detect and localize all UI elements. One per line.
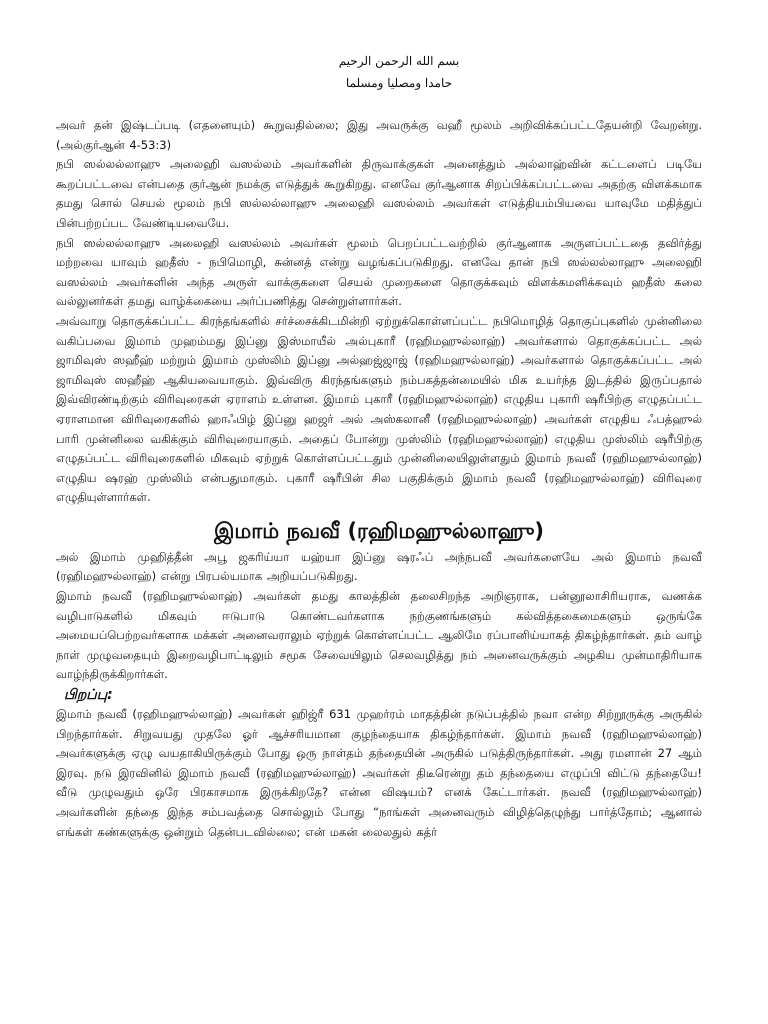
name-paragraph: அல் இமாம் முஹித்தீன் அபூ ஜகரிய்யா யஹ்யா இப்னு ஷரஃப் அந்நபவீ அவர்களையே அல் இமாம் நவவீ (ரஹிமஹுல்லாஹ்) என்று பிரபல்யமாக அறியப்படுகிறது. <box>56 549 702 584</box>
birth-heading: பிறப்பு: <box>64 687 113 704</box>
hadith-definition-paragraph: நபி ஸல்லல்லாஹு அலைஹி வஸல்லம் அவர்கள் மூலம் பெறப்பட்டவற்றில் குர்ஆனாக அருளப்பட்டதை தவிர்த்து மற்றவை யாவும் ஹதீஸ் - நபிமொழி, சுன்னத் என்று வழங்கப்படுகிறது. எனவே தான் நபி ஸல்லல்லாஹு அலைஹி வஸல்லம் அவர்களின் அந்த அருள் வாக்குகளை செயல் முறைகளை தொகுக்கவும் விளக்கமளிக்கவும் ஹதீஸ் கலை வல்லுனர்கள் தமது வாழ்க்கையை அர்ப்பணித்து சென்றுள்ளார்கள். <box>56 235 702 309</box>
invocation: حامدا ومصليا ومسلما <box>345 76 453 90</box>
arabic-header <box>96 0 702 94</box>
basmala: بسم الله الرحمن الرحيم <box>338 54 460 68</box>
intro-paragraph: நபி ஸல்லல்லாஹு அலைஹி வஸல்லம் அவர்களின் திருவாக்குகள் அனைத்தும் அல்லாஹ்வின் கட்டளைப் படியே கூறப்பட்டவை என்பதை குர்ஆன் நமக்கு எடுத்துக் கூறுகிறது. எனவே குர்ஆனாக சிறப்பிக்கப்பட்டவை அதற்கு விளக்கமாக தமது சொல் செயல் மூலம் நபி ஸல்லல்லாஹு அலைஹி வஸல்லம் அவர்கள் எடுத்தியம்பியவை யாவுமே மதித்துப் பின்பற்றப்பட வேண்டியவையே. <box>56 157 702 230</box>
quran-quote-paragraph: அவர் தன் இஷ்டப்படி (எதனையும்) கூறுவதில்லை; இது அவருக்கு வஹீ மூலம் அறிவிக்கப்பட்டதேயன்றி வேறன்று. (அல்குர்ஆன் 4-53:3) <box>56 118 702 152</box>
birth-paragraph: இமாம் நவவீ (ரஹிமஹுல்லாஹ்) அவர்கள் ஹிஜ்ரீ 631 முஹர்ரம் மாதத்தின் நடுப்பத்தில் நவா என்ற சிற்றூருக்கு அருகில் பிறந்தார்கள். சிறுவயது முதலே ஓர் ஆச்சரியமான குழந்தையாக திகழ்ந்தார்கள். இமாம் நவவீ (ரஹிமஹுல்லாஹ்) அவர்களுக்கு ஏழு வயதாகியிருக்கும் போது ஒரு நாள்தம் தந்தையின் அருகில் படுத்திருந்தார்கள். அது ரமளான் 27 ஆம் இரவு. நடு இரவினில் இமாம் நவவீ (ரஹிமஹுல்லாஹ்) அவர்கள் திடீரென்று தம் தந்தையை எழுப்பி விட்டு தந்தையே! வீடு முழுவதும் ஒரே பிரகாசமாக இருக்கிறதே? என்ன விஷயம்? எனக் கேட்டார்கள். நவவீ (ரஹிமஹுல்லாஹ்) அவர்களின் தந்தை இந்த சம்பவத்தை சொல்லும் போது “நாங்கள் அனைவரும் விழித்தெழுந்து பார்த்தோம்; ஆனால் எங்கள் கண்களுக்கு ஒன்றும் தென்படவில்லை; என் மகன் லைலதுல் கத்ர் <box>56 707 702 839</box>
body-text <box>56 116 702 842</box>
commentaries-paragraph: அவ்வாறு தொகுக்கப்பட்ட கிரந்தங்களில் சர்ச்சைக்கிடமின்றி ஏற்றுக்கொள்ளப்பட்ட நபிமொழித் தொகுப்புகளில் முன்னிலை வகிப்பவை இமாம் முஹம்மது இப்னு இஸ்மாயீல் அல்புகாரீ (ரஹிமஹுல்லாஹ்) அவர்களால் தொகுக்கப்பட்ட அல் ஜாமிவுஸ் ஸஹீஹ் மற்றும் இமாம் முஸ்லிம் இப்னு அல்ஹஜ்ஜாஜ் (ரஹிமஹுல்லாஹ்) அவர்களால் தொகுக்கப்பட்ட அல் ஜாமிவுஸ் ஸஹீஹ் ஆகியவையாகும். இவ்விரு கிரந்தங்களும் நம்பகத்தன்மையில் மிக உயர்ந்த இடத்தில் இருப்பதால் இவ்விரண்டிற்கும் விரிவுரைகள் ஏராளம் உள்ளன. இமாம் புகாரீ (ரஹிமஹுல்லாஹ்) எழுதிய புகாரி ஷரீபிற்கு எழுதப்பட்ட ஏராளமான விரிவுரைகளில் ஹாஃபிழ் இப்னு ஹஜர் அல் அஸ்கலானீ (ரஹிமஹுல்லாஹ்) அவர்கள் எழுதிய ஃபத்ஹுல் பாரி முன்னிலை வகிக்கும் விரிவுரையாகும். அதைப் போன்று முஸ்லிம் (ரஹிமஹுல்லாஹ்) எழுதிய முஸ்லிம் ஷரீபிற்கு எழுதப்பட்ட விரிவுரைகளில் மிகவும் ஏற்றுக் கொள்ளப்பட்டதும் முன்னிலையிலுள்ளதும் இமாம் நவவீ (ரஹிமஹுல்லாஹ்) எழுதிய ஷரஹ் முஸ்லிம் என்பதுமாகும். புகாரீ ஷரீபின் சில பகுதிக்கும் இமாம் நவவீ (ரஹிமஹுல்லாஹ்) விரிவுரை எழுதியுள்ளார்கள். <box>56 313 702 505</box>
biography-paragraph: இமாம் நவவீ (ரஹிமஹுல்லாஹ்) அவர்கள் தமது காலத்தின் தலைசிறந்த அறிஞராக, பன்னூலாசிரியராக, வணக்க வழிபாடுகளில் மிகவும் ஈடுபாடு கொண்டவர்களாக நற்குணங்களும் கல்வித்தகைமைகளும் ஒருங்கே அமையப்பெற்றவர்களாக மக்கள் அனைவராலும் ஏற்றுக் கொள்ளப்பட்ட ஆலிமே ரப்பானிய்யாகத் திகழ்ந்தார்கள். தம் வாழ் நாள் முழுவதையும் இறைவழிபாட்டிலும் சமூக சேவையிலும் செலவழித்து நம் அனைவருக்கும் அழகிய முன்மாதிரியாக வாழ்ந்திருக்கிறார்கள். <box>56 589 702 682</box>
section-title: இமாம் நவவீ (ரஹிமஹுல்லாஹு) <box>213 518 545 543</box>
